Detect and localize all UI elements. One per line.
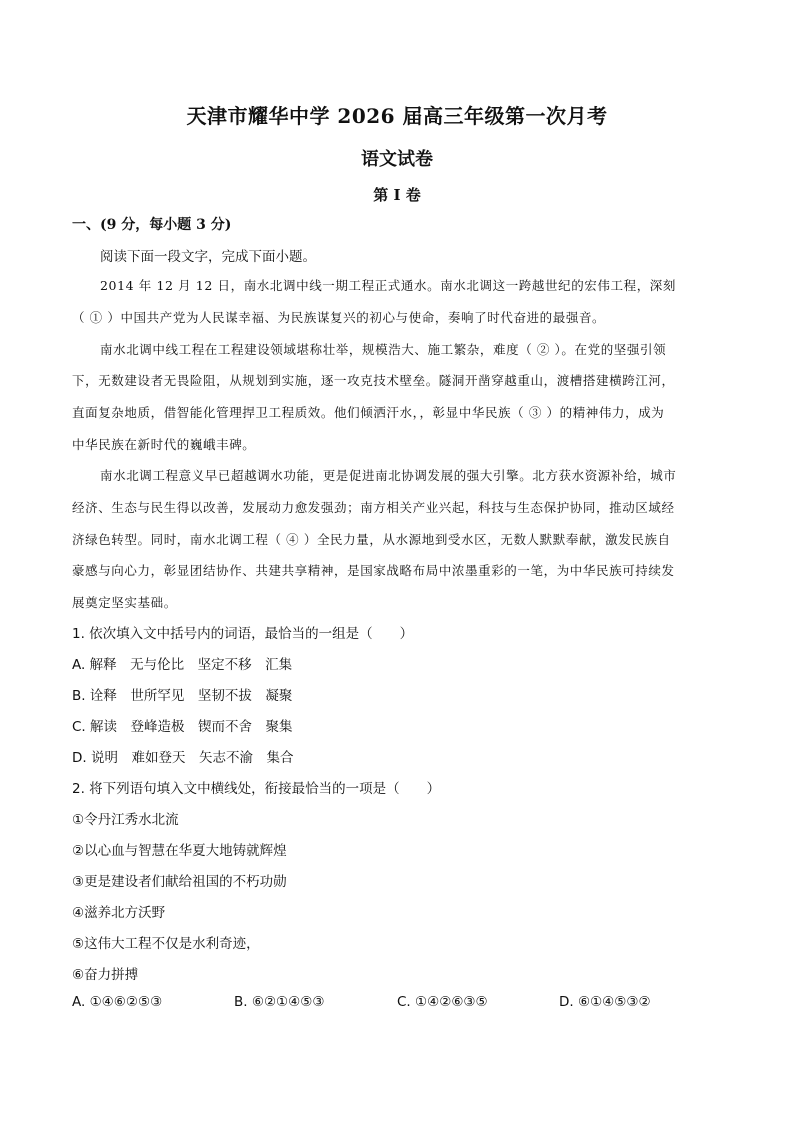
question-1-option-b: B. 诠释 世所罕见 坚韧不拔 凝聚	[72, 688, 293, 704]
question-2-option-c: C. ①④②⑥③⑤	[397, 994, 488, 1010]
question-2-sentence: ⑤这伟大工程不仅是水利奇迹，	[72, 936, 260, 952]
passage-line: 直面复杂地质，借智能化管理捍卫工程质效。他们倾洒汗水，，彰显中华民族（ ③ ）的精神伟力，成为	[72, 405, 665, 420]
question-2-option-d: D. ⑥①④⑤③②	[559, 994, 651, 1010]
question-1-option-d: D. 说明 难如登天 矢志不渝 集合	[72, 750, 294, 766]
passage-line: 经济、生态与民生得以改善，发展动力愈发强劲；南方相关产业兴起，科技与生态保护协同，推动区域经	[72, 500, 675, 515]
passage-line: 展奠定坚实基础。	[72, 595, 177, 610]
volume-label: 第 I 卷	[373, 186, 421, 204]
question-2-sentence: ③更是建设者们献给祖国的不朽功勋	[72, 874, 287, 890]
passage-line: 豪感与向心力，彰显团结协作、共建共享精神，是国家战略布局中浓墨重彩的一笔，为中华民族可持续发	[72, 563, 675, 578]
passage-line: 2014 年 12 月 12 日，南水北调中线一期工程正式通水。南水北调这一跨越世纪的宏伟工程，深刻	[100, 278, 676, 293]
section-instruction: 阅读下面一段文字，完成下面小题。	[100, 249, 316, 265]
question-2-stem: 2. 将下列语句填入文中横线处，衔接最恰当的一项是（ ）	[72, 781, 441, 797]
question-1-stem: 1. 依次填入文中括号内的词语，最恰当的一组是（ ）	[72, 626, 414, 642]
question-2-sentence: ④滋养北方沃野	[72, 905, 166, 921]
question-1-option-c: C. 解读 登峰造极 锲而不舍 聚集	[72, 719, 293, 735]
passage-line: 下，无数建设者无畏险阻，从规划到实施，逐一攻克技术壁垒。隧洞开凿穿越重山，渡槽搭建横跨江河，	[72, 373, 675, 388]
question-2-sentence: ②以心血与智慧在华夏大地铸就辉煌	[72, 843, 287, 859]
exam-title: 天津市耀华中学 2026 届高三年级第一次月考	[186, 104, 608, 128]
passage-line: 济绿色转型。同时，南水北调工程（ ④ ）全民力量，从水源地到受水区，无数人默默奉献，激发民族自	[72, 532, 671, 547]
passage-line: 南水北调中线工程在工程建设领域堪称壮举，规模浩大、施工繁杂，难度（ ② ）。在党的坚强引领	[100, 342, 667, 357]
section-heading: 一、(9 分，每小题 3 分)	[72, 217, 232, 233]
question-2-option-b: B. ⑥②①④⑤③	[234, 994, 325, 1010]
question-2-sentence: ⑥奋力拼搏	[72, 967, 139, 983]
passage-line: 南水北调工程意义早已超越调水功能，更是促进南北协调发展的强大引擎。北方获水资源补给，城市	[100, 468, 677, 483]
question-1-option-a: A. 解释 无与伦比 坚定不移 汇集	[72, 657, 293, 673]
passage-line: 中华民族在新时代的巍峨丰碑。	[72, 437, 256, 452]
subject-title: 语文试卷	[361, 149, 433, 170]
question-2-option-a: A. ①④⑥②⑤③	[72, 994, 163, 1010]
passage-line: （ ① ）中国共产党为人民谋幸福、为民族谋复兴的初心与使命，奏响了时代奋进的最强音。	[72, 310, 606, 325]
question-2-sentence: ①令丹江秀水北流	[72, 812, 179, 828]
